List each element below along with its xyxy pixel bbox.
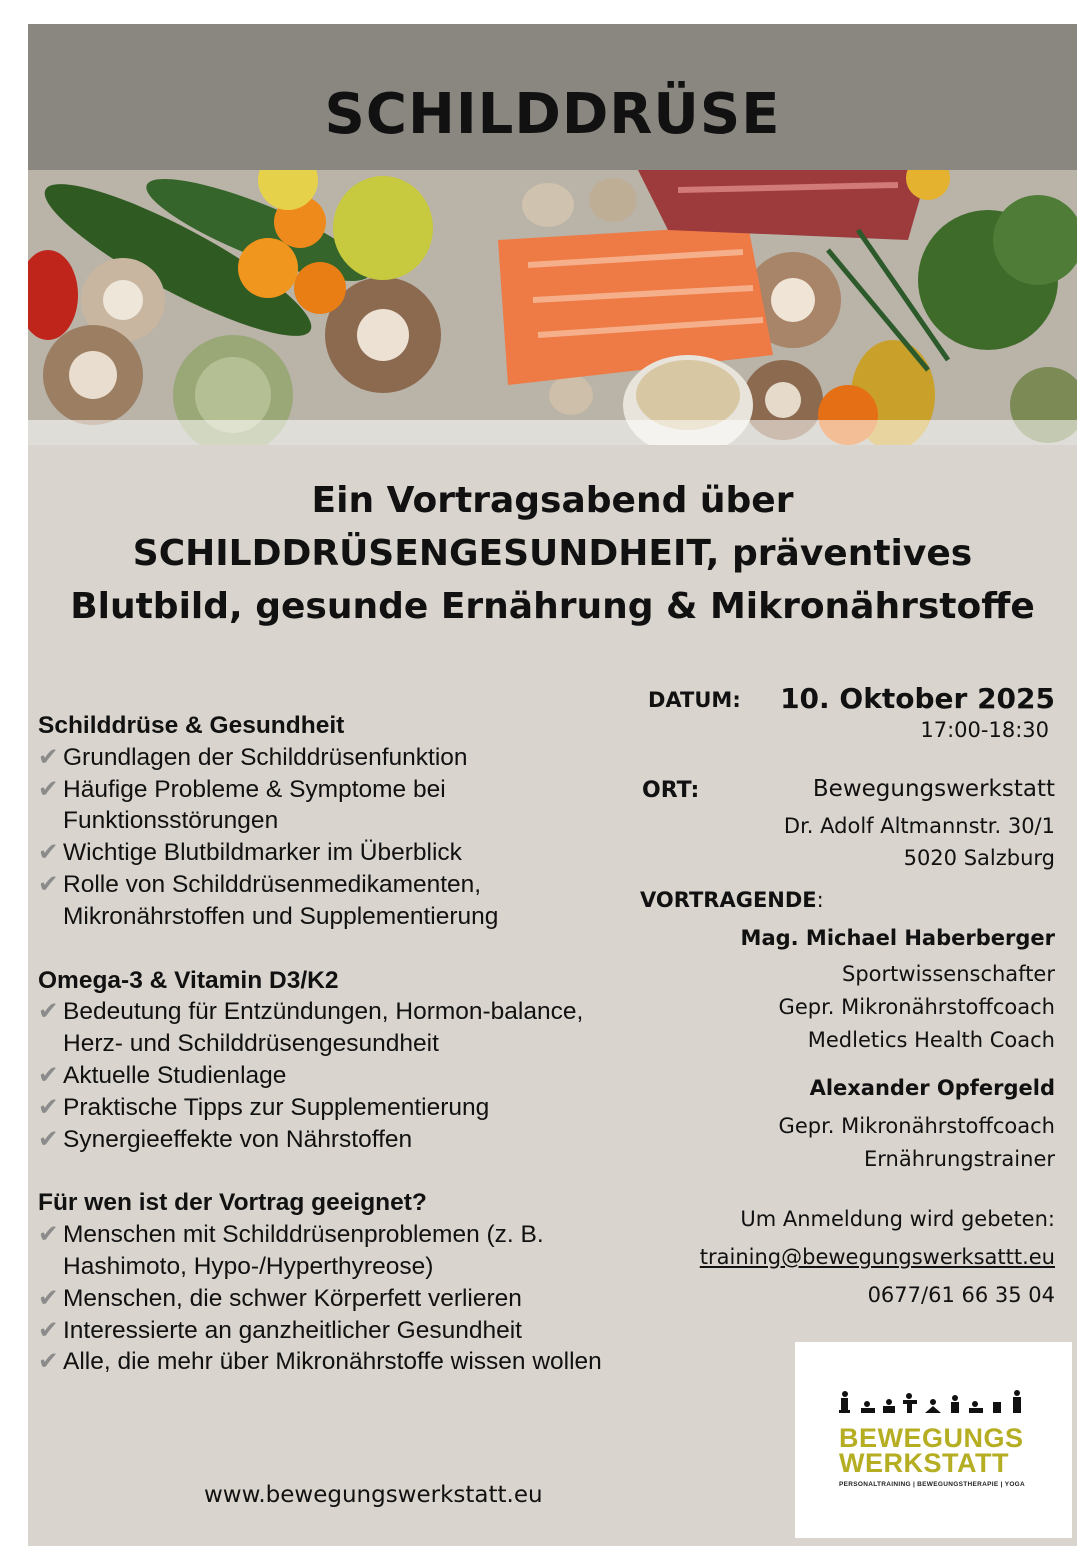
logo-figures-icon <box>837 1388 1027 1422</box>
headline-line-3: Blutbild, gesunde Ernährung & Mikronährstoffe <box>70 586 1035 627</box>
check-icon: ✔ <box>38 1348 59 1376</box>
check-icon: ✔ <box>38 775 59 803</box>
list-item: ✔ Alle, die mehr über Mikronährstoffe wissen wollen <box>38 1346 628 1378</box>
section-heading: Omega-3 & Vitamin D3/K2 <box>38 966 339 994</box>
speaker-1-role: Sportwissenschafter <box>842 962 1055 986</box>
speakers-heading: VORTRAGENDE: <box>640 888 824 912</box>
poster-title: SCHILDDRÜSE <box>324 82 781 147</box>
check-icon: ✔ <box>38 1061 59 1089</box>
date-label: DATUM: <box>648 688 741 712</box>
list-item: ✔ Grundlagen der Schilddrüsenfunktion <box>38 742 628 774</box>
place-street: Dr. Adolf Altmannstr. 30/1 <box>783 814 1055 838</box>
speaker-2-name: Alexander Opfergeld <box>809 1076 1055 1100</box>
logo-wordmark: BEWEGUNGS WERKSTATT <box>839 1423 1024 1478</box>
list-item: ✔ Menschen mit Schilddrüsenproblemen (z. B. Hashimoto, Hypo-/Hyperthyreose) <box>38 1221 544 1280</box>
list-item: ✔ Bedeutung für Entzündungen, Hormon-balance, Herz- und Schilddrüsengesundheit <box>38 998 584 1058</box>
section-heading: Für wen ist der Vortrag geeignet? <box>38 1189 427 1217</box>
check-icon: ✔ <box>38 1284 59 1312</box>
logo-tagline: PERSONALTRAINING | BEWEGUNGSTHERAPIE | YOGA <box>839 1481 1026 1488</box>
place-label: ORT: <box>642 778 700 803</box>
check-icon: ✔ <box>38 1125 59 1153</box>
event-date: 10. Oktober 2025 <box>780 682 1055 715</box>
list-item: ✔ Wichtige Blutbildmarker im Überblick <box>38 837 628 869</box>
list-item: ✔ Aktuelle Studienlage <box>38 1060 628 1092</box>
food-photo <box>28 170 1077 445</box>
title-banner <box>28 24 1077 170</box>
section-omega3 <box>38 965 628 1156</box>
list-item: ✔ Interessierte an ganzheitlicher Gesundheit <box>38 1315 628 1347</box>
check-icon: ✔ <box>38 839 59 867</box>
check-icon: ✔ <box>38 743 59 771</box>
place-city: 5020 Salzburg <box>903 846 1055 870</box>
place-name: Bewegungswerkstatt <box>812 776 1055 802</box>
phone-number: 0677/61 66 35 04 <box>867 1283 1055 1307</box>
check-icon: ✔ <box>38 1093 59 1121</box>
check-icon: ✔ <box>38 870 59 898</box>
event-time: 17:00-18:30 <box>920 718 1049 742</box>
section-audience <box>38 1187 628 1378</box>
section-heading: Schilddrüse & Gesundheit <box>38 712 345 739</box>
logo <box>795 1342 1072 1538</box>
speaker-1-role: Medletics Health Coach <box>807 1028 1055 1052</box>
headline-line-1: Ein Vortragsabend über <box>311 480 794 521</box>
headline-line-2: SCHILDDRÜSENGESUNDHEIT, präventives <box>132 533 973 574</box>
list-item: ✔ Rolle von Schilddrüsenmedikamenten, Mikronährstoffen und Supplementierung <box>38 870 499 930</box>
speaker-2-role: Gepr. Mikronährstoffcoach <box>778 1114 1055 1138</box>
list-item: ✔ Menschen, die schwer Körperfett verlieren <box>38 1283 628 1315</box>
section-thyroid <box>38 710 628 933</box>
website-link[interactable]: www.bewegungswerkstatt.eu <box>204 1482 543 1508</box>
speaker-1-role: Gepr. Mikronährstoffcoach <box>778 995 1055 1019</box>
check-icon: ✔ <box>38 1316 59 1344</box>
speaker-2-role: Ernährungstrainer <box>864 1147 1055 1171</box>
event-details <box>640 674 1055 1307</box>
check-icon: ✔ <box>38 1221 59 1249</box>
list-item: ✔ Häufige Probleme & Symptome bei Funktionsstörungen <box>38 775 446 835</box>
speaker-1-name: Mag. Michael Haberberger <box>740 926 1055 950</box>
event-headline <box>28 474 1077 633</box>
list-item: ✔ Praktische Tipps zur Supplementierung <box>38 1092 628 1124</box>
check-icon: ✔ <box>38 998 59 1026</box>
poster <box>28 24 1077 1546</box>
email-link[interactable]: training@bewegungswerksattt.eu <box>699 1245 1055 1269</box>
list-item: ✔ Synergieeffekte von Nährstoffen <box>38 1124 628 1156</box>
topics-column <box>38 710 628 1410</box>
registration-note: Um Anmeldung wird gebeten: <box>740 1207 1055 1231</box>
